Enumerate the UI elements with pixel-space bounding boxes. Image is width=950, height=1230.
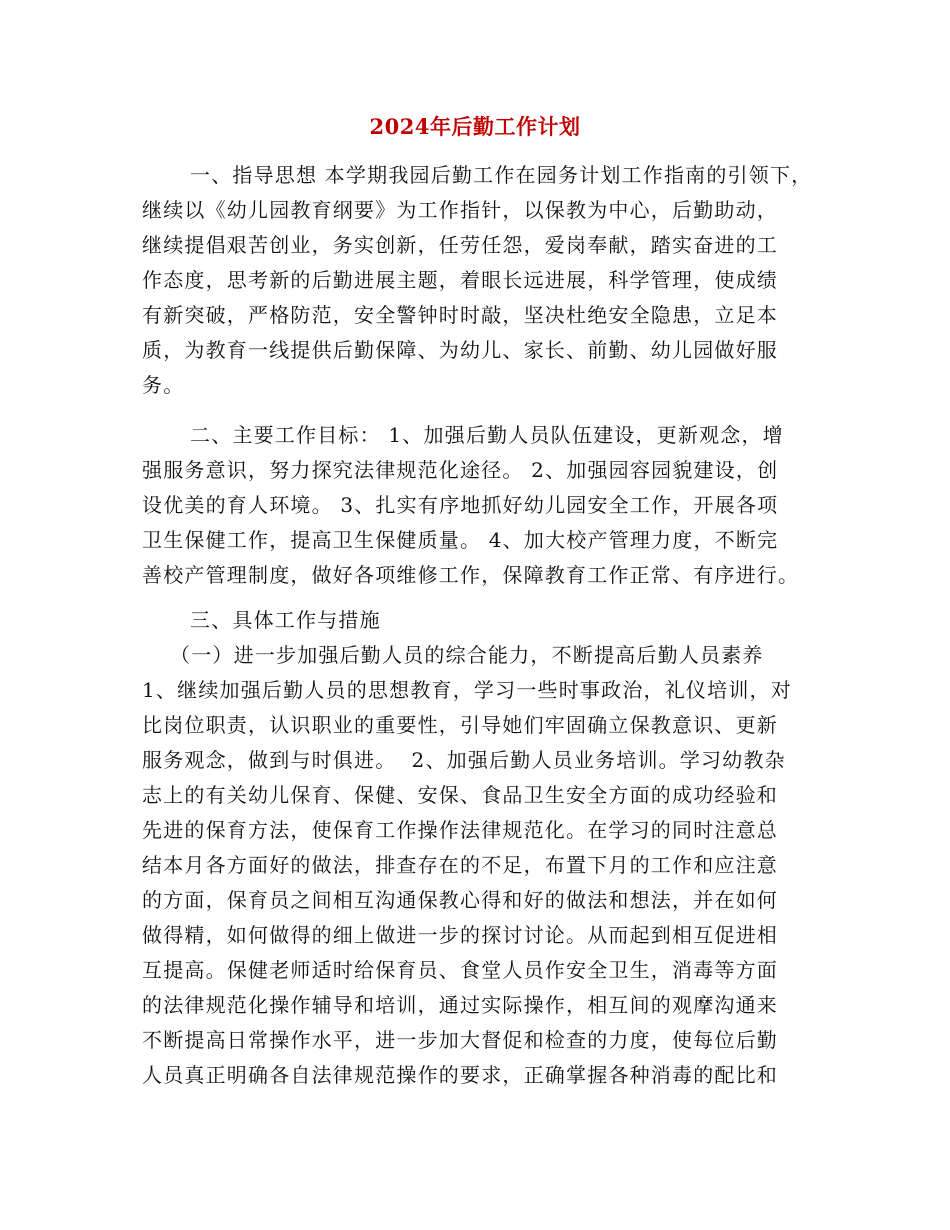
paragraph-line: 设优美的育人环境。 3、扎实有序地抓好幼儿园安全工作，开展各项	[142, 493, 779, 517]
paragraph-line: 不断提高日常操作水平，进一步加大督促和检查的力度，使每位后勤	[142, 1028, 778, 1052]
paragraph-line: 的方面，保育员之间相互沟通保教心得和好的做法和想法，并在如何	[142, 888, 778, 912]
paragraph-line: 继续提倡艰苦创业，务实创新，任劳任怨，爱岗奉献，踏实奋进的工	[142, 233, 778, 257]
paragraph-line: 二、主要工作目标： 1、加强后勤人员队伍建设，更新观念，增	[190, 423, 784, 447]
paragraph-line: 人员真正明确各自法律规范操作的要求，正确掌握各种消毒的配比和	[142, 1063, 778, 1087]
paragraph-line: 作态度，思考新的后勤进展主题，着眼长远进展，科学管理，使成绩	[142, 268, 778, 292]
paragraph-line: 强服务意识，努力探究法律规范化途径。 2、加强园容园貌建设，创	[142, 458, 779, 482]
paragraph-line: 比岗位职责，认识职业的重要性，引导她们牢固确立保教意识、更新	[142, 713, 778, 737]
paragraph-line: 一、指导思想 本学期我园后勤工作在园务计划工作指南的引领下，	[190, 163, 813, 187]
document-title: 2024年后勤工作计划	[369, 114, 581, 139]
paragraph-line: 有新突破，严格防范，安全警钟时时敲，坚决杜绝安全隐患，立足本	[142, 303, 778, 327]
paragraph-line: 互提高。保健老师适时给保育员、食堂人员作安全卫生，消毒等方面	[142, 958, 778, 982]
paragraph-line: 质，为教育一线提供后勤保障、为幼儿、家长、前勤、幼儿园做好服	[142, 338, 778, 362]
paragraph-line: 卫生保健工作，提高卫生保健质量。 4、加大校产管理力度，不断完	[142, 528, 779, 552]
paragraph-line: 的法律规范化操作辅导和培训，通过实际操作，相互间的观摩沟通来	[142, 993, 778, 1017]
paragraph-line: 做得精，如何做得的细上做进一步的探讨讨论。从而起到相互促进相	[142, 923, 778, 947]
paragraph-line: 务。	[142, 373, 185, 397]
paragraph-line: 结本月各方面好的做法，排查存在的不足，布置下月的工作和应注意	[142, 853, 778, 877]
paragraph-line: 服务观念，做到与时俱进。 2、加强后勤人员业务培训。学习幼教杂	[142, 748, 786, 772]
paragraph-line: 继续以《幼儿园教育纲要》为工作指针，以保教为中心，后勤助动，	[142, 198, 778, 222]
paragraph-line: 先进的保育方法，使保育工作操作法律规范化。在学习的同时注意总	[142, 818, 778, 842]
paragraph-line: 善校产管理制度，做好各项维修工作，保障教育工作正常、有序进行。	[142, 563, 800, 587]
section-heading: 三、具体工作与措施	[190, 608, 381, 632]
paragraph-line: 1、继续加强后勤人员的思想教育，学习一些时事政治，礼仪培训，对	[142, 678, 792, 702]
subsection-heading: （一）进一步加强后勤人员的综合能力，不断提高后勤人员素养	[170, 643, 764, 667]
paragraph-line: 志上的有关幼儿保育、保健、安保、食品卫生安全方面的成功经验和	[142, 783, 778, 807]
